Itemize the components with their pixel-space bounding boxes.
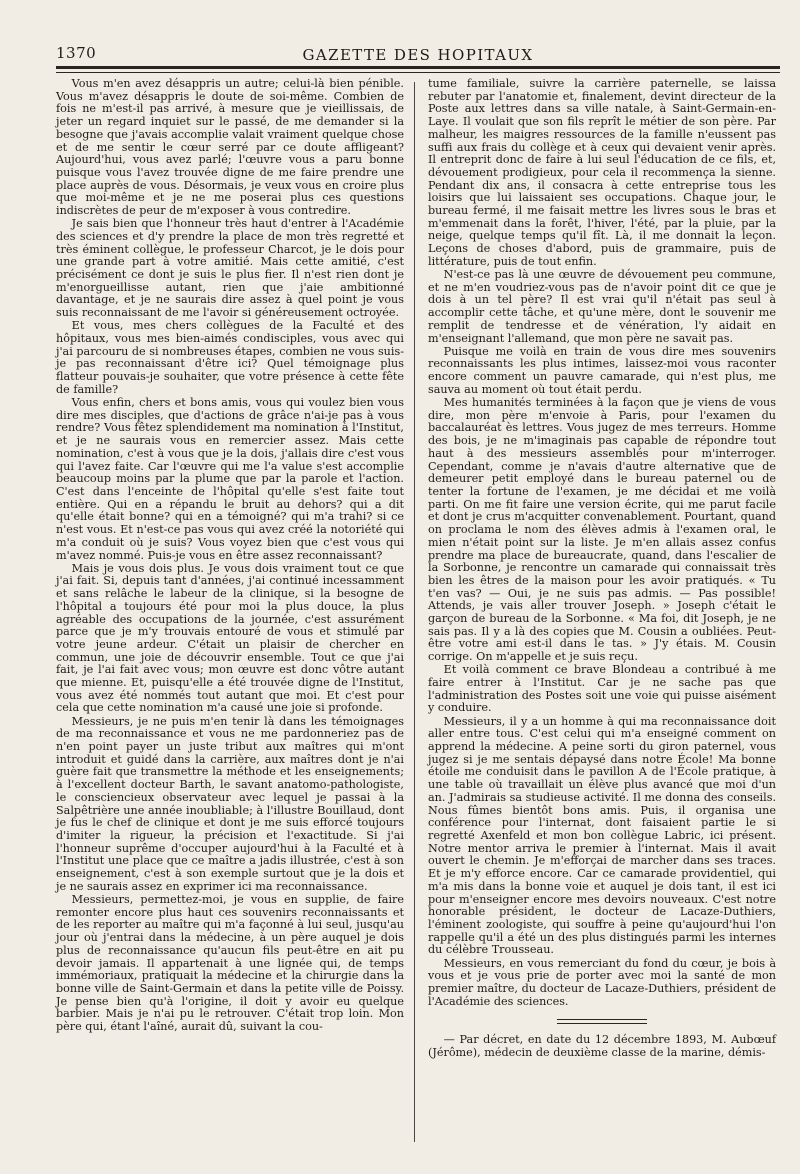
page-header (56, 38, 780, 68)
paragraph: N'est-ce pas là une œuvre de dévouement peu commune, et ne m'en voudriez-vous pas de n'avoir point dit ce que je dois à un tel père? Il est vrai qu'il n'était pas seul à accomplir cette tâche, et qu'une mère, dont le souvenir me remplit de tendresse et de vénération, l'y aidait en m'enseignant l'allemand, que mon père ne savait pas. (428, 268, 776, 345)
paragraph: Je sais bien que l'honneur très haut d'entrer à l'Académie des sciences et d'y prendre la place de mon très regretté et très éminent collègue, le professeur Charcot, je le dois pour une grande part à votre amitié. Mais cette amitié, c'est précisément ce dont je suis le plus fier. Il n'est rien dont je m'enorgueillisse autant, rien que j'aie ambitionné davantage, et je ne saurais dire assez à quel point je vous suis reconnaissant de me l'avoir si généreusement octroyée. (56, 217, 404, 320)
left-column (56, 78, 404, 1034)
header-rule-thin (56, 72, 780, 73)
news-item: — Par décret, en date du 12 décembre 1893, M. Aubœuf (Jérôme), médecin de deuxième classe de la marine, démis- (428, 1033, 776, 1059)
paragraph: Messieurs, permettez-moi, je vous en supplie, de faire remonter encore plus haut ces souvenirs reconnaissants et de les reporter au maître qui m'a façonné à lui seul, jusqu'au jour où j'entrai dans la médecine, à un père auquel je dois plus de reconnaissance qu'aucun fils peut-être en ait pu devoir jamais. Il appartenait à une lignée qui, de temps immémoriaux, pratiquait la médecine et la chirurgie dans la bonne ville de Saint-Germain et dans la petite ville de Poissy. Je pense bien qu'à l'origine, il doit y avoir eu quelque barbier. Mais je n'ai pu le retrouver. C'était trop loin. Mon père qui, étant l'aîné, aurait dû, suivant la cou- (56, 893, 404, 1034)
paragraph: Vous enfin, chers et bons amis, vous qui voulez bien vous dire mes disciples, que d'actions de grâce n'ai-je pas à vous rendre? Vous fêtez splendidement ma nomination à l'Institut, et je ne saurais vous en remercier assez. Mais cette nomination, c'est à vous que je la dois, j'allais dire c'est vous qui l'avez faite. Car l'œuvre qui me l'a value s'est accomplie beaucoup moins par la plume que par la parole et l'action. C'est dans l'enceinte de l'hôpital qu'elle s'est faite tout entière. Qui en a répandu le bruit au dehors? qui a dit qu'elle était bonne? qui en a témoigné? qui m'a trahi? si ce n'est vous. Et n'est-ce pas vous qui avez créé la notoriété qui m'a conduit où je suis? Vous voyez bien que c'est vous qui m'avez nommé. Puis-je vous en être assez reconnaissant? (56, 396, 404, 562)
header-rule-thick (56, 66, 780, 69)
section-separator (428, 1015, 776, 1028)
paragraph: Mais je vous dois plus. Je vous dois vraiment tout ce que j'ai fait. Si, depuis tant d'années, j'ai continué incessamment et sans relâche le labeur de la clinique, si la besogne de l'hôpital a toujours été pour moi la plus douce, la plus agréable des occupations de la journée, c'est assurément parce que je m'y trouvais entouré de vous et stimulé par votre jeune ardeur. C'était un plaisir de chercher en commun, une joie de découvrir ensemble. Tout ce que j'ai fait, je l'ai fait avec vous; mon œuvre est donc vôtre autant que mienne. Et, puisqu'elle a été trouvée digne de l'Institut, vous avez été nommés tout autant que moi. Et c'est pour cela que cette nomination m'a causé une joie si profonde. (56, 561, 404, 715)
paragraph: Messieurs, je ne puis m'en tenir là dans les témoignages de ma reconnaissance et vous ne me pardonneriez pas de n'en point payer un juste tribut aux maîtres qui m'ont introduit et guidé dans la carrière, aux maîtres dont je n'ai guère fait que transmettre la méthode et les enseignements; à l'excellent docteur Barth, le savant anatomo-pathologiste, le consciencieux observateur avec lequel je passai à la Salpêtrière une année inoubliable; à l'illustre Bouillaud, dont je fus le chef de clinique et dont je me suis efforcé toujours d'imiter la rigueur, la précision et l'exactitude. Si j'ai l'honneur suprême d'occuper aujourd'hui à la Faculté et à l'Institut une place que ce maître a jadis illustrée, c'est à son enseignement, c'est à son exemple surtout que je la dois et je ne saurais assez en exprimer ici ma reconnaissance. (56, 714, 404, 893)
column-divider (414, 82, 415, 1142)
paragraph: tume familiale, suivre la carrière paternelle, se laissa rebuter par l'anatomie et, finalement, devint directeur de la Poste aux lettres dans sa ville natale, à Saint-Germain-en-Laye. Il voulait que son fils reprît le métier de son père. Par malheur, les maigres ressources de la famille n'eussent pas suffi aux frais du collège et à ceux qui devaient venir après. Il entreprit donc de faire à lui seul l'éducation de ce fils, et, dévouement prodigieux, pour cela il recommença la sienne. Pendant dix ans, il consacra à cette entreprise tous les loisirs que lui laissaient ses occupations. Chaque jour, le bureau fermé, il me faisait mettre les livres sous le bras et m'emmenait dans la forêt, l'hiver, l'été, par la pluie, par la neige, quelque temps qu'il fît. Là, il me donnait la leçon. Leçons de choses d'abord, puis de grammaire, puis de littérature, puis de tout enfin. (428, 77, 776, 268)
paragraph: Messieurs, il y a un homme à qui ma reconnaissance doit aller entre tous. C'est celui qui m'a enseigné comment on apprend la médecine. A peine sorti du giron paternel, vous jugez si je me sentais dépaysé dans notre École! Ma bonne étoile me conduisit dans le pavillon A de l'École pratique, à une table où travaillait un élève plus avancé que moi d'un an. J'admirais sa studieuse activité. Il me donna des conseils. Nous fûmes bientôt bons amis. Puis, il organisa une conférence pour l'internat, dont faisaient partie le si regretté Axenfeld et mon bon collègue Labric, ici présent. Notre mentor arriva le premier à l'internat. Mais il avait ouvert le chemin. Je m'efforçai de marcher dans ses traces. Et je m'y efforce encore. Car ce camarade providentiel, qui m'a mis dans la bonne voie et auquel je dois tant, il est ici pour m'enseigner encore mes devoirs nouveaux. C'est notre honorable président, le docteur de Lacaze-Duthiers, l'éminent zoologiste, qui souffre à peine qu'aujourd'hui l'on rappelle qu'il a été un des plus distingués parmi les internes du célèbre Trousseau. (428, 714, 776, 957)
paragraph: Messieurs, en vous remerciant du fond du cœur, je bois à vous et je vous prie de porter avec moi la santé de mon premier maître, du docteur de Lacaze-Duthiers, président de l'Académie des sciences. (428, 956, 776, 1008)
paragraph: Puisque me voilà en train de vous dire mes souvenirs reconnaissants les plus intimes, laissez-moi vous raconter encore comment un pauvre camarade, qui n'est plus, me sauva au moment où tout était perdu. (428, 344, 776, 396)
paragraph: Et vous, mes chers collègues de la Faculté et des hôpitaux, vous mes bien-aimés condisciples, vous avec qui j'ai parcouru de si nombreuses étapes, combien ne vous suis-je pas reconnaissant d'être ici? Quel témoignage plus flatteur pouvais-je souhaiter, que votre présence à cette fête de famille? (56, 319, 404, 396)
paragraph: Mes humanités terminées à la façon que je viens de vous dire, mon père m'envoie à Paris, pour l'examen du baccalauréat ès lettres. Vous jugez de mes terreurs. Homme des bois, je ne m'imaginais pas capable de répondre tout haut à des messieurs assemblés pour m'interroger. Cependant, comme je n'avais d'autre alternative que de demeurer petit employé dans le bureau paternel ou de tenter la fortune de l'examen, je me décidai et me voilà parti. On me fit faire une version écrite, qui me parut facile et dont je crus m'acquitter convenablement. Pourtant, quand on proclama le nom des élèves admis à l'examen oral, le mien n'était point sur la liste. Je m'en allais assez confus prendre ma place de bureaucrate, quand, dans l'escalier de la Sorbonne, je rencontre un camarade qui connaissait très bien les êtres de la maison pour les avoir pratiqués. « Tu t'en vas? — Oui, je ne suis pas admis. — Pas possible! Attends, je vais aller trouver Joseph. » Joseph c'était le garçon de bureau de la Sorbonne. « Ma foi, dit Joseph, je ne sais pas. Il y a là des copies que M. Cousin a oubliées. Peut-être votre ami est-il dans le tas. » J'y étais. M. Cousin corrige. On m'appelle et je suis reçu. (428, 396, 776, 664)
right-column (428, 78, 776, 1060)
paragraph: Vous m'en avez désappris un autre; celui-là bien pénible. Vous m'avez désappris le doute de soi-même. Combien de fois ne m'est-il pas arrivé, à mesure que je vieillissais, de jeter un regard inquiet sur le passé, de me demander si la besogne que j'avais accomplie valait vraiment quelque chose et de me sentir le cœur serré par ce doute affligeant? Aujourd'hui, vous avez parlé; l'œuvre vous a paru bonne puisque vous l'avez trouvée digne de me faire prendre une place auprès de vous. Désormais, je veux vous en croire plus que moi-même et je ne me poserai plus ces questions indiscrètes de peur de m'exposer à vous contredire. (56, 77, 404, 218)
paragraph: Et voilà comment ce brave Blondeau a contribué à me faire entrer à l'Institut. Car je ne sache pas que l'administration des Postes soit une voie qui puisse aisément y conduire. (428, 663, 776, 715)
page-number: 1370 (56, 44, 97, 62)
journal-title: GAZETTE DES HOPITAUX (302, 46, 534, 64)
